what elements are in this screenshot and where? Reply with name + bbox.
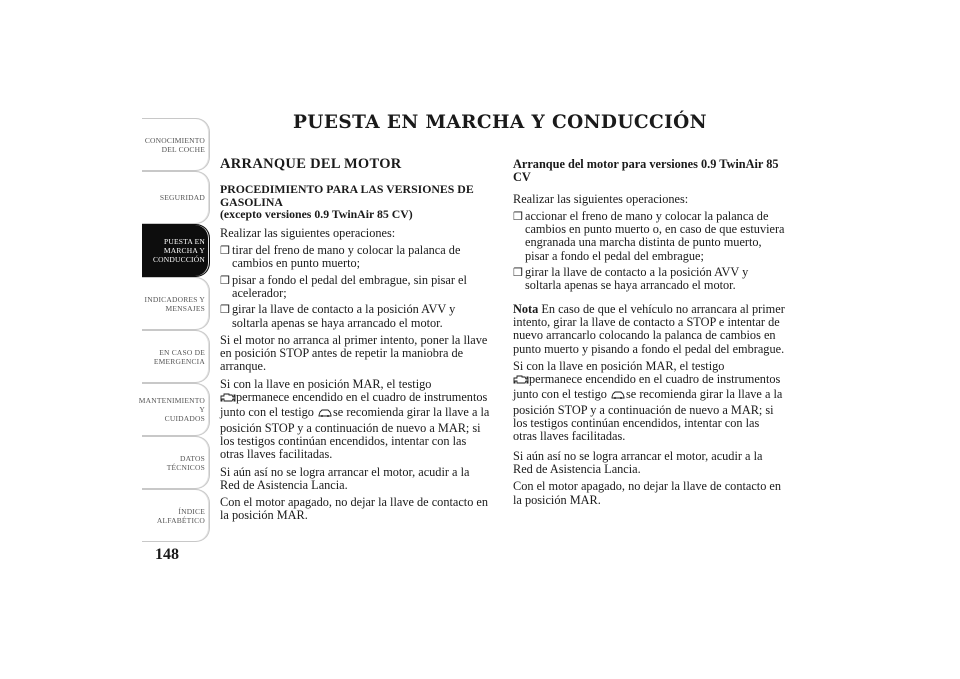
paragraph-warning: Si con la llave en posición MAR, el testigo permanece encendido en el cuadro de instrumentos junto con el testigo se recomienda girar la llave a la posición STOP y a continuación de nuevo a MAR; si los testigos continúan encendidos, intentar con las otras llaves facilitadas. [220,376,490,462]
engine-check-icon [513,374,529,388]
page-number: 148 [155,546,179,563]
tab-indicadores[interactable]: INDICADORES Y MENSAJES [142,277,210,330]
steps-list [220,244,492,330]
list-item: ❒ girar la llave de contacto a la posición AVV y soltarla apenas se haya arrancado el motor. [220,302,456,330]
immobilizer-car-icon [317,407,333,421]
steps-list [513,210,785,293]
tab-conocimiento[interactable]: CONOCIMIENTO DEL COCHE [142,118,210,171]
tab-emergencia[interactable]: EN CASO DE EMERGENCIA [142,330,210,383]
list-item: ❒ tirar del freno de mano y colocar la palanca de cambios en punto muerto; [220,243,461,271]
list-item: ❒ accionar el freno de mano y colocar la palanca de cambios en punto muerto o, en caso de que estuviera engranada una marcha distinta de punto muerto, pisar a fondo el pedal del embrague; [513,208,785,263]
list-item: ❒ pisar a fondo el pedal del embrague, sin pisar el acelerador; [220,272,467,300]
intro-text: Realizar las siguientes operaciones: [513,191,689,206]
note-paragraph: Nota En caso de que el vehículo no arrancara al primer intento, girar la llave de contacto a STOP e intentar de nuevo arrancarlo colocando la palanca de cambios en punto muerto y pisando a fondo el pedal del embrague. [513,301,785,356]
tab-datos-tecnicos[interactable]: DATOS TÉCNICOS [142,436,210,489]
tab-seguridad[interactable]: SEGURIDAD [142,171,210,224]
page-title: PUESTA EN MARCHA Y CONDUCCIÓN [292,112,707,133]
paragraph: Si aún así no se logra arrancar el motor, acudir a la Red de Asistencia Lancia. [220,464,470,492]
note-label: Nota [513,301,539,316]
checkbox-bullet-icon: ❒ [513,267,523,280]
chapter-tabs [138,118,210,542]
immobilizer-car-icon [610,389,626,403]
checkbox-bullet-icon: ❒ [220,304,230,317]
paragraph: Con el motor apagado, no dejar la llave de contacto en la posición MAR. [513,479,782,507]
paragraph: Si el motor no arranca al primer intento, poner la llave en posición STOP antes de repetir la maniobra de arranque. [220,332,488,374]
tab-indice[interactable]: ÍNDICE ALFABÉTICO [142,489,210,542]
paragraph: Si aún así no se logra arrancar el motor, acudir a la Red de Asistencia Lancia. [513,448,763,476]
engine-check-icon [220,392,236,406]
section-title: ARRANQUE DEL MOTOR [220,156,402,172]
checkbox-bullet-icon: ❒ [220,245,230,258]
subsection-title: Arranque del motor para versiones 0.9 TwinAir 85 CV [513,157,779,185]
checkbox-bullet-icon: ❒ [513,210,523,223]
paragraph: Con el motor apagado, no dejar la llave de contacto en la posición MAR. [220,495,489,523]
tab-mantenimiento[interactable]: MANTENIMIENTO Y CUIDADOS [142,383,210,436]
right-column [513,158,785,511]
intro-text: Realizar las siguientes operaciones: [220,225,396,240]
subsection-title: PROCEDIMIENTO PARA LAS VERSIONES DE GASOLINA [220,182,474,209]
tab-puesta-en-marcha[interactable]: PUESTA EN MARCHA Y CONDUCCIÓN [142,224,210,277]
left-column [220,158,492,527]
subsection-title-paren: (excepto versiones 0.9 TwinAir 85 CV) [220,207,413,222]
checkbox-bullet-icon: ❒ [220,274,230,287]
list-item: ❒ girar la llave de contacto a la posición AVV y soltarla apenas se haya arrancado el motor. [513,265,749,293]
paragraph-warning: Si con la llave en posición MAR, el testigo permanece encendido en el cuadro de instrumentos junto con el testigo se recomienda girar la llave a la posición STOP y a continuación de nuevo a MAR; si los testigos continúan encendidos, intentar con las otras llaves facilitadas. [513,358,783,444]
